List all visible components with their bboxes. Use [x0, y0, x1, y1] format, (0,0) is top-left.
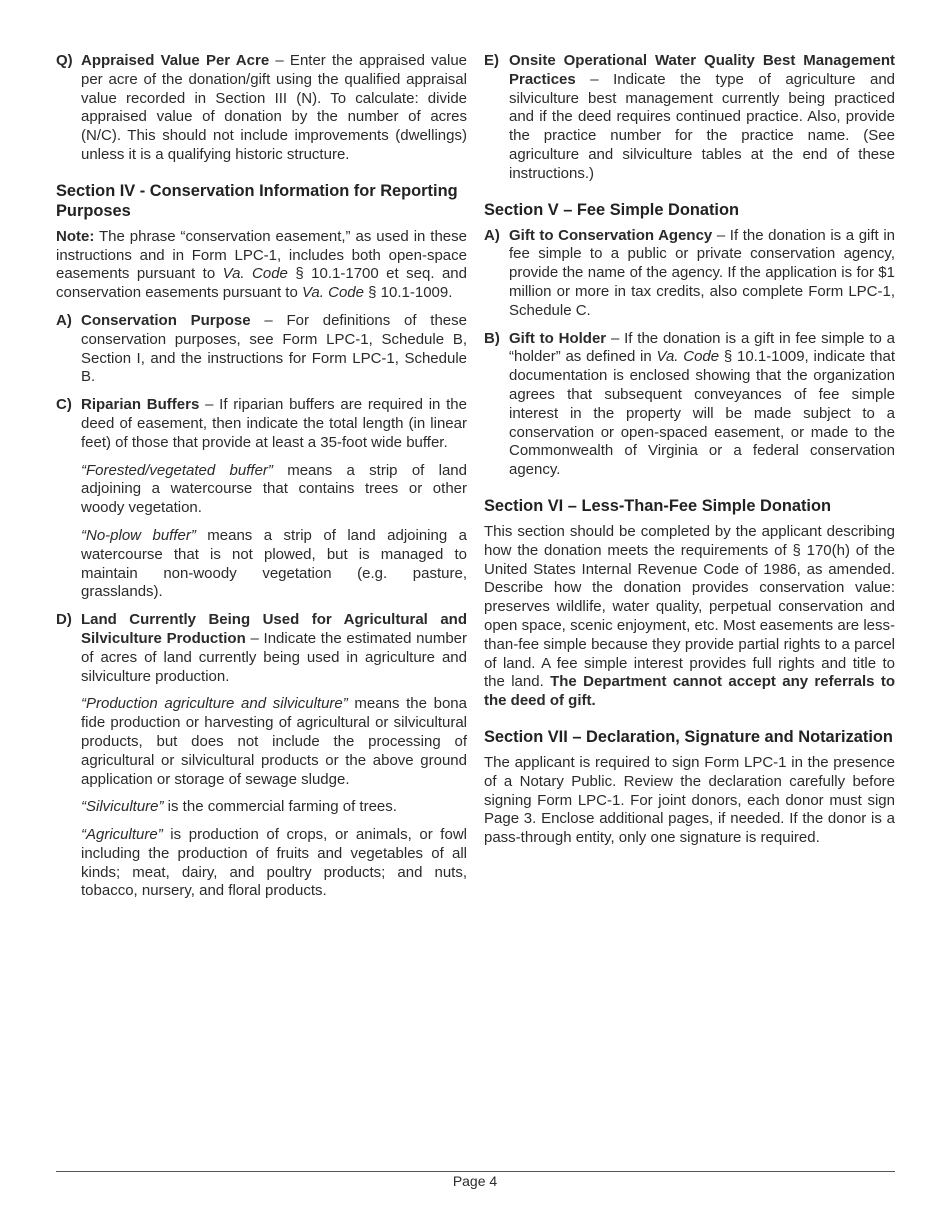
item-label: B) — [484, 329, 500, 347]
italic-text: “No-plow buffer” — [81, 526, 196, 544]
body-text: – If the donation is a gift in fee simple to a public or private conservation agency, provide the name of the agency. If the application is for $1 million or more in tax credits, also complete Form LPC-1, Schedule C. — [509, 226, 895, 319]
item-label: A) — [56, 311, 72, 329]
paragraph — [484, 523, 895, 711]
definition-paragraph — [56, 527, 467, 602]
instruction-item — [56, 52, 467, 165]
instruction-item — [484, 52, 895, 184]
item-label: C) — [56, 396, 72, 414]
bold-text: Conservation Purpose — [81, 311, 251, 329]
body-text: is the commercial farming of trees. — [163, 798, 397, 816]
section-heading: Section VI – Less-Than-Fee Simple Donation — [484, 496, 831, 515]
italic-text: “Forested/vegetated buffer” — [81, 461, 273, 479]
italic-text: Va. Code — [656, 348, 720, 366]
right-column — [484, 52, 895, 857]
italic-text: “Agriculture” — [81, 826, 163, 844]
bold-text: Gift to Holder — [509, 329, 607, 347]
body-text: This section should be completed by the applicant describing how the donation meets the requirements of § 170(h) of the United States Internal Revenue Code of 1986, as amended. Describe how the donation provides conservation value: preserves wildlife, water quality, perpetual conservation and open space, scenic enjoyment, etc. Most easements are less-than-fee simple because they provide partial rights to a parcel of land. A fee simple interest provides full rights and title to the land. — [484, 522, 895, 691]
definition-paragraph — [56, 695, 467, 789]
section-heading: Section IV - Conservation Information for Reporting Purposes — [56, 181, 458, 220]
body-text: – Enter the appraised value per acre of the donation/gift using the qualified appraisal value recorded in Section III (N). To calculate: divide appraised value of donation by the number of acres (N/C). This should not include improvements (dwellings) unless it is a qualifying historic structure. — [81, 52, 468, 163]
bold-text: Note: — [56, 227, 95, 245]
italic-text: “Silviculture” — [81, 798, 164, 816]
body-text: § 10.1-1009, indicate that documentation is enclosed showing that the organization agrees that subsequent conveyances of fee simple interest in the property will be made subject to a conservation or open-spaced easement, or made to the Commonwealth of Virginia or a federal conservation agency. — [509, 348, 895, 479]
item-label: Q) — [56, 52, 73, 69]
body-text: – Indicate the type of agriculture and silviculture best management currently being practiced and if the deed requires continued practice. Also, provide the practice number for the practice name. (See agriculture and silviculture tables at the end of these instructions.) — [509, 70, 895, 182]
paragraph — [484, 754, 895, 848]
body-text: – Indicate the estimated number of acres of land currently being used in agriculture and silviculture production. — [81, 629, 467, 685]
body-text: is production of crops, or animals, or fowl including the production of fruits and vegetables of all kinds; meat, dairy, and poultry products; and nuts, tobacco, nursery, and floral products. — [81, 826, 467, 900]
bold-text: Land Currently Being Used for Agricultural and Silviculture Production — [81, 611, 467, 647]
bold-text: Gift to Conservation Agency — [509, 226, 713, 244]
section-heading: Section VII – Declaration, Signature and Notarization — [484, 727, 893, 746]
left-column — [56, 52, 467, 910]
section-heading: Section V – Fee Simple Donation — [484, 200, 740, 219]
body-text: The phrase “conservation easement,” as used in these instructions and in Form LPC-1, includes both open-space easements pursuant to — [56, 227, 467, 283]
definition-paragraph — [56, 462, 467, 518]
page-number: Page 4 — [452, 1173, 498, 1189]
paragraph — [56, 228, 467, 303]
body-text: – For definitions of these conservation purposes, see Form LPC-1, Schedule B, Section I, and the instructions for Form LPC-1, Schedule B. — [81, 311, 467, 386]
definition-paragraph — [56, 798, 467, 817]
item-label: E) — [484, 52, 499, 69]
body-text: The applicant is required to sign Form LPC-1 in the presence of a Notary Public. Review the declaration carefully before signing Form LPC-1. For joint donors, each donor must sign Page 3. Enclose additional pages, if needed. If the donor is a pass-through entity, only one signature is required. — [484, 753, 895, 847]
bold-text: Onsite Operational Water Quality Best Management Practices — [509, 52, 895, 88]
instruction-item — [484, 330, 895, 480]
body-text: means the bona fide production or harvesting of agricultural or silvicultural products, but does not include the processing of agricultural or silvicultural products or the above ground application or storage of sewage sludge. — [81, 695, 467, 788]
instruction-item — [56, 396, 467, 452]
bold-text: The Department cannot accept any referrals to the deed of gift. — [484, 673, 895, 710]
instruction-item — [56, 312, 467, 387]
italic-text: Va. Code — [222, 265, 288, 283]
bold-text: Riparian Buffers — [81, 396, 200, 414]
body-text: means a strip of land adjoining a watercourse that is not plowed, but is managed to maintain non-woody vegetation (e.g. pasture, grasslands). — [81, 526, 467, 601]
body-text: means a strip of land adjoining a watercourse that contains trees or other woody vegetation. — [81, 461, 467, 517]
body-text: § 10.1-1009. — [363, 284, 453, 302]
italic-text: Va. Code — [301, 284, 364, 302]
item-label: D) — [56, 611, 72, 629]
instruction-item — [56, 611, 467, 686]
body-text: – If the donation is a gift in fee simple to a “holder” as defined in — [509, 329, 895, 366]
instruction-item — [484, 227, 895, 321]
item-label: A) — [484, 226, 500, 244]
body-text: – If riparian buffers are required in the deed of easement, then indicate the total length (in linear feet) of those that provide at least a 35-foot wide buffer. — [81, 396, 467, 451]
body-text: § 10.1-1700 et seq. and conservation easements pursuant to — [56, 265, 467, 302]
footer-divider — [56, 1171, 895, 1172]
bold-text: Appraised Value Per Acre — [81, 52, 270, 69]
italic-text: “Production agriculture and silviculture” — [81, 695, 348, 713]
definition-paragraph — [56, 826, 467, 901]
